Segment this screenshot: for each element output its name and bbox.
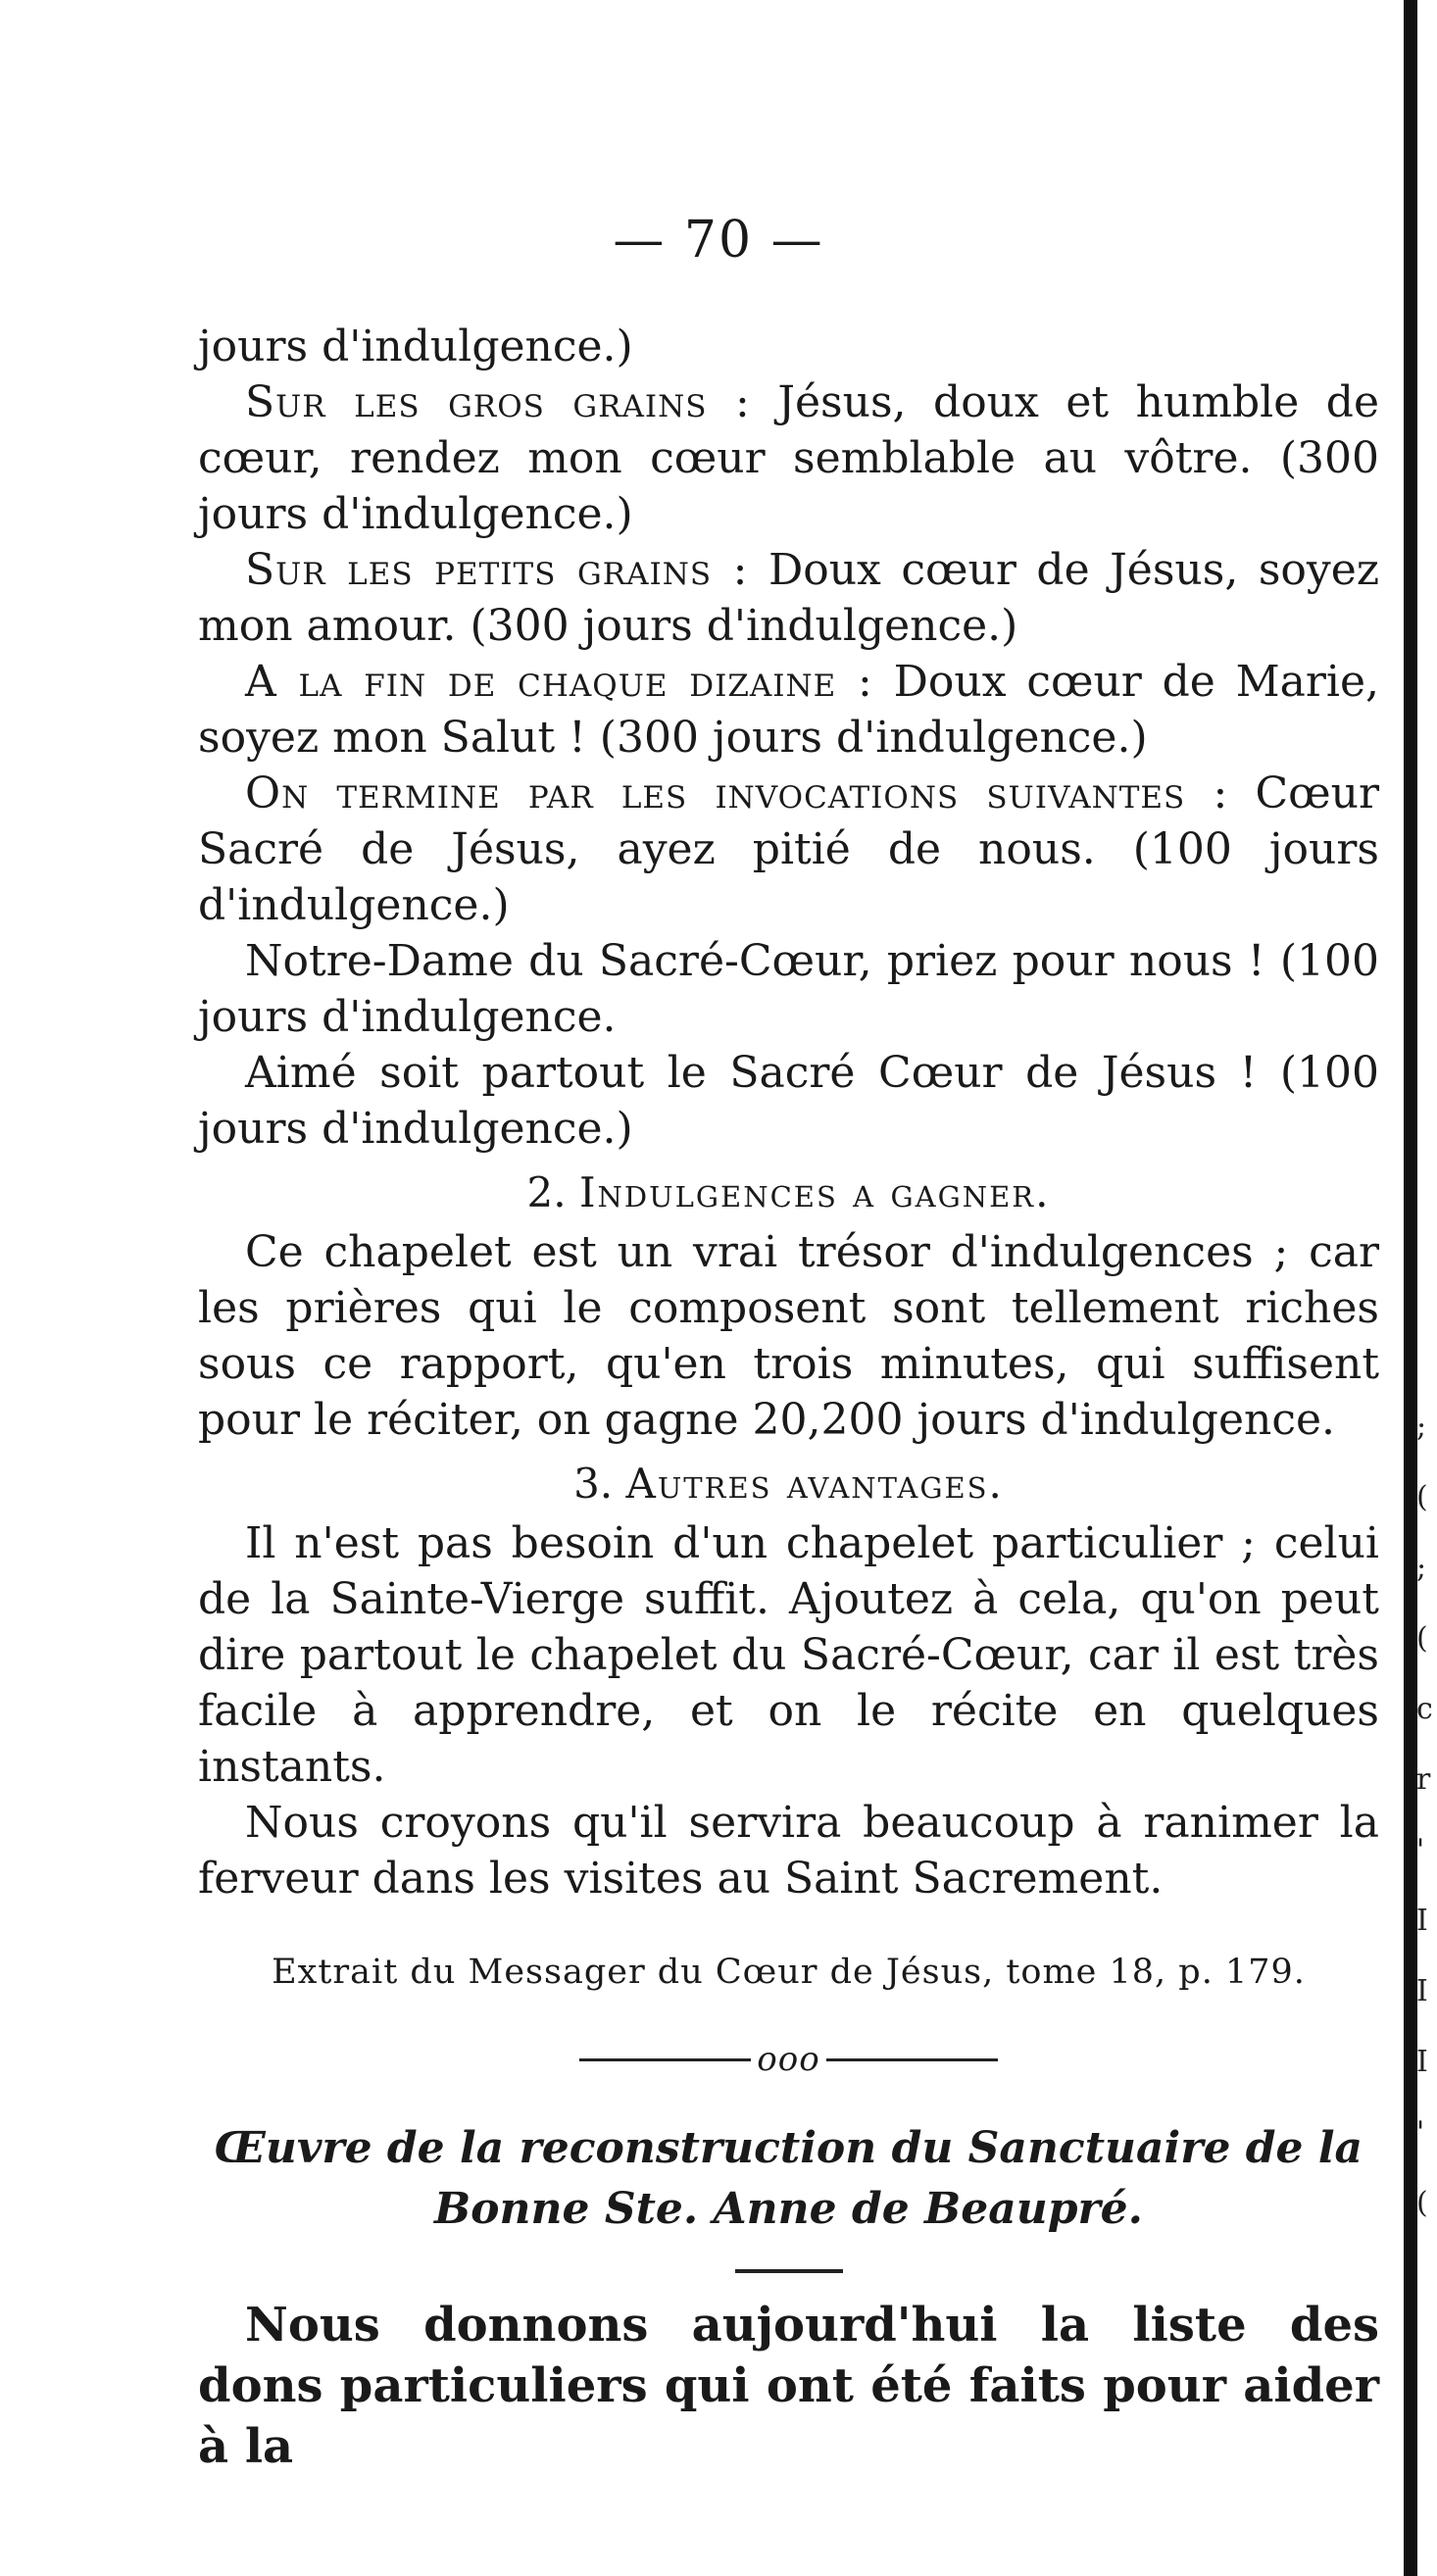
margin-glyph: ' <box>1416 1833 1425 1867</box>
paragraph-text: Jésus, doux et humble de cœur, rendez mon cœur semblable au vôtre. (300 jours d'indulgence.) <box>198 377 1379 539</box>
section-number: 3. <box>573 1460 614 1508</box>
margin-glyph: I <box>1416 1974 1428 2008</box>
adjacent-page-margin <box>1416 1392 1436 2239</box>
margin-glyph: ; <box>1416 1551 1427 1585</box>
oeuvre-title: Œuvre de la reconstruction du Sanctuaire de la Bonne Ste. Anne de Beaupré. <box>214 2123 1363 2234</box>
section-title: Indulgences a gagner. <box>578 1168 1051 1216</box>
paragraph-invocations <box>198 766 1379 933</box>
margin-glyph: c <box>1416 1692 1433 1726</box>
paragraph-label: On termine par les invocations suivantes : <box>245 768 1229 818</box>
paragraph-avantages: Il n'est pas besoin d'un chapelet particulier ; celui de la Sainte-Vierge suffit. Ajoutez à cela, qu'on peut dire partout le chapelet du Sacré-Cœur, car il est très facile à apprendre, et on le récite en quelques instants. <box>198 1518 1379 1792</box>
short-rule-divider <box>735 2269 843 2273</box>
paragraph-petits-grains <box>198 542 1379 654</box>
paragraph-tresor: Ce chapelet est un vrai trésor d'indulgences ; car les prières qui le composent sont tellement riches sous ce rapport, qu'en trois minutes, qui suffisent pour le réciter, on gagne 20,200 jours d'indulgence. <box>198 1227 1379 1445</box>
page-edge-bar <box>1404 0 1417 2576</box>
source-citation: Extrait du Messager du Cœur de Jésus, tome 18, p. 179. <box>272 1953 1306 1992</box>
paragraph-label: Sur les petits grains : <box>245 545 749 595</box>
paragraph-label: A la fin de chaque dizaine : <box>245 657 873 707</box>
divider-rule-left <box>579 2058 751 2061</box>
divider-rule-right <box>826 2058 998 2061</box>
margin-glyph: I <box>1416 1904 1428 1938</box>
margin-glyph: ( <box>1416 1621 1428 1656</box>
text-column <box>198 319 1379 2477</box>
paragraph-fin-dizaine <box>198 654 1379 766</box>
ornamental-divider <box>198 2038 1379 2079</box>
margin-glyph: ' <box>1416 2115 1425 2150</box>
margin-glyph: I <box>1416 2045 1428 2079</box>
margin-glyph: ( <box>1416 2186 1428 2220</box>
section-title: Autres avantages. <box>625 1460 1004 1508</box>
paragraph-aime-soit: Aimé soit partout le Sacré Cœur de Jésus ! (100 jours d'indulgence.) <box>198 1048 1379 1154</box>
margin-glyph: r <box>1416 1762 1431 1797</box>
paragraph-notre-dame: Notre-Dame du Sacré-Cœur, priez pour nous ! (100 jours d'indulgence. <box>198 936 1379 1042</box>
margin-glyph: ; <box>1416 1410 1427 1444</box>
paragraph-ferveur: Nous croyons qu'il servira beaucoup à ranimer la ferveur dans les visites au Saint Sacrement. <box>198 1798 1379 1904</box>
paragraph-label: Sur les gros grains : <box>245 377 751 427</box>
paragraph-dons: Nous donnons aujourd'hui la liste des dons particuliers qui ont été faits pour aider à la <box>198 2298 1379 2474</box>
paragraph-continuation: jours d'indulgence.) <box>198 322 633 372</box>
paragraph-text: Cœur Sacré de Jésus, ayez pitié de nous. (100 jours d'indulgence.) <box>198 768 1379 930</box>
divider-mark: ooo <box>757 2040 820 2079</box>
paragraph-gros-grains <box>198 374 1379 542</box>
page-number: — 70 — <box>613 211 824 270</box>
section-heading-3 <box>198 1456 1379 1511</box>
section-number: 2. <box>526 1168 567 1216</box>
margin-glyph: ( <box>1416 1480 1428 1514</box>
paragraph-text: Doux cœur de Jésus, soyez mon amour. (300 jours d'indulgence.) <box>198 545 1379 651</box>
paragraph-text: Doux cœur de Marie, soyez mon Salut ! (300 jours d'indulgence.) <box>198 657 1379 763</box>
section-heading-2 <box>198 1164 1379 1220</box>
